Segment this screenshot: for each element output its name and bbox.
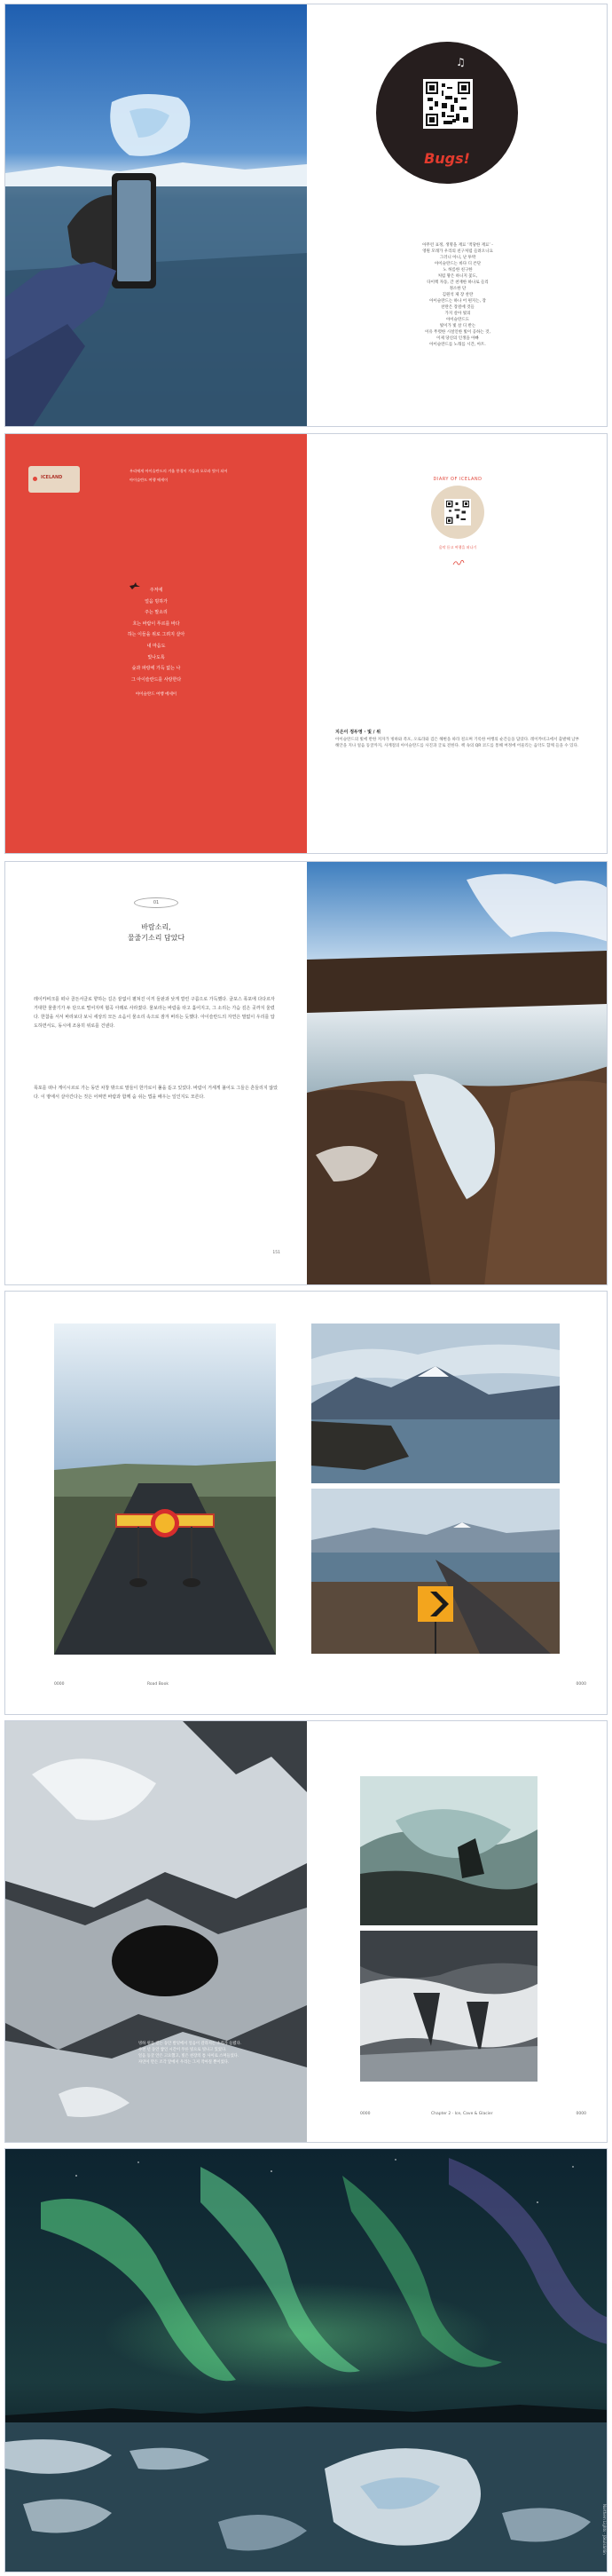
luggage-tag: [28, 466, 80, 493]
verse-line: 노 허름한 친구한: [443, 268, 473, 273]
verse-line: 처럼 땅은 하니지 꽃도,: [437, 274, 478, 279]
photo-glacier-crevasse: [360, 1931, 537, 2082]
verse-line: 영원 모래가 우리의 친구처럼 들려오니요: [422, 249, 493, 254]
tag-label: ICELAND: [41, 475, 63, 480]
caption-line-1: 빙하 위를 걷는 동안 발밑에서 얼음이 갈라지는 소리가 들렸다.: [138, 2042, 242, 2046]
signature-mark: [452, 553, 465, 560]
page-fjord: [307, 1292, 608, 1714]
photo-fjord-mountain: [311, 1324, 560, 1483]
body-paragraph-2: 폭포를 떠나 게이시르로 가는 동안 차창 밖으로 말들이 한가로이 풀을 뜯고 있었다. 바람이 거세게 불어도 그들은 흔들리지 않았다. 이 땅에서 살아간다는 것은 어쩌면 바람과 함께 숨 쉬는 법을 배우는 일인지도 모른다.: [34, 1086, 278, 1100]
red-title-page: [5, 434, 307, 853]
photo-waterfall: [307, 862, 608, 1284]
author-title: 지은이 정두영 · 빛 / 위: [335, 730, 381, 735]
qr-badge[interactable]: [431, 486, 484, 539]
poem-line: 숲과 파랑에 가득 없는 나: [131, 666, 181, 672]
author-page: [307, 434, 608, 853]
right-folio: 0000: [576, 1682, 586, 1687]
right-folio-s5: 0000: [576, 2112, 586, 2116]
poem-line: 얼음 빙하가: [145, 598, 168, 604]
poem-line: 그 아이슬란드를 사랑한다: [130, 676, 182, 683]
caption-line-4: 자연이 만든 조각 앞에서 우리는 그저 작아질 뿐이었다.: [138, 2060, 230, 2065]
poem-line: 빛나도록: [147, 654, 165, 660]
spread-5: [4, 1720, 608, 2143]
side-text: Northern Lights · Jökulsárlón: [602, 2504, 607, 2555]
spread-1: [4, 4, 608, 427]
poem-line: 하는 이들을 위로 그려지 살아: [127, 632, 185, 638]
bugs-logo: Bugs!: [424, 150, 470, 167]
verse-line: 아이슬란드는 바다 디 쓴단: [434, 262, 482, 266]
qr-caption: 음악 듣고 여행을 떠나기: [438, 545, 477, 549]
right-running-head: Chapter 2 · Ice, Cave & Glacier: [431, 2112, 493, 2116]
qr-code[interactable]: [423, 79, 473, 129]
chapter-title-line-2: 물줄기소리 담았다: [127, 934, 185, 942]
spread-3: [4, 861, 608, 1285]
chapter-number: 01: [134, 897, 178, 908]
poem-line: 내 마음도: [146, 643, 166, 649]
poem-block: [94, 585, 218, 685]
bird-icon: [129, 576, 140, 583]
verse-line: 이유 뚜렷한 시설인한 빛이 공하는 것,: [425, 330, 490, 335]
photo-glove-ice: [5, 4, 307, 426]
author-bio: 아이슬란드의 빛에 반한 저자가 빙하와 폭포, 오로라와 검은 해변을 따라 걸으며 기록한 여행의 순간들을 담았다. 레이캬비크에서 출발해 남부 해안을 지나 얼음 동굴까지, 사계절의 아이슬란드를 사진과 글로 전한다. 책 속의 QR 코드를 통해 여정에 어울리는 음악도 함께 들을 수 있다.: [335, 738, 579, 748]
qr-disc: [376, 42, 518, 184]
verse-line: 아무런 표정, 생명을 재료 ‘적당한 재료’ -: [422, 243, 493, 248]
spread-2: [4, 433, 608, 854]
page-right-qr: [307, 4, 608, 426]
verse-line: 아이슬란드도: [445, 318, 470, 322]
page-number: 151: [272, 1251, 280, 1255]
left-running-head: Road Book: [147, 1682, 169, 1687]
chapter-title-line-1: 바람소리,: [141, 923, 171, 931]
verse-line: 정소한 단: [449, 287, 467, 291]
byline: 아이슬란드 여행 에세이: [135, 692, 177, 697]
left-folio: 0000: [54, 1682, 65, 1687]
poem-line: 주저에: [149, 588, 163, 593]
verse-line: 이제 당신의 인생을 아빠: [436, 336, 479, 341]
verse-line: 그러니 아니, 난 투박: [439, 256, 476, 260]
verse-line: 아이슬란드를 노래를 시간, 아트.: [429, 343, 486, 347]
verse-line: 빛이가 빛 살 디 반는: [439, 324, 476, 328]
photo-road-chevron: [311, 1489, 560, 1654]
caption-line-2: 수천 년 동안 쌓인 시간이 푸른 빛으로 빛나고 있었다.: [138, 2048, 227, 2052]
photo-aurora: [5, 2149, 608, 2572]
verse-line: 아이슬란드는 하나 어 편지는, 장: [429, 299, 486, 304]
verse-line: 다이렉 자동, 간 천재한 하나로 들리: [427, 281, 489, 285]
spread-4: [4, 1291, 608, 1715]
intro-line-1: 우리에게 아이슬란드의 겨울 풍경이 가을과 오로라 빛이 되어: [129, 469, 228, 473]
photo-ice-cave: [360, 1776, 537, 1925]
diary-label: DIARY OF ICELAND: [433, 477, 483, 482]
glacier-caption-block: [138, 2041, 298, 2066]
music-note-icon: ♫: [456, 56, 466, 68]
verse-line: 김원석 제 장 찬란: [442, 293, 474, 297]
poem-line: 주는 말소리: [145, 610, 168, 616]
verse-block: [360, 242, 555, 348]
poem-line: 흐는 바람이 푸르를 바다: [132, 620, 180, 627]
intro-line-2: 아이슬란드 여행 에세이: [129, 478, 169, 482]
page-ice-cave: [307, 1721, 608, 2142]
left-folio-s5: 0000: [360, 2112, 371, 2116]
photo-glacier-big: [5, 1721, 307, 2142]
verse-line: 가지 살아 빛의: [444, 312, 471, 316]
page-road: [5, 1292, 307, 1714]
verse-line: 찬란은 장걸에 것들: [441, 305, 475, 310]
body-paragraph-1: 레이캬비크를 떠나 골든서클로 향하는 길은 끝없이 펼쳐진 이끼 들판과 낮게 깔린 구름으로 가득했다. 굴포스 폭포에 다다르자 거대한 물줄기가 두 단으로 떨어지며 협곡 아래로 사라졌다. 물보라는 바람을 타고 흩어지고, 그 소리는 가슴 깊은 곳까지 울렸다. 한참을 서서 바라보다 보니 세상의 모든 소음이 물소리 속으로 잠겨 버리는 듯했다. 아이슬란드의 자연은 말없이 우리를 압도하면서도, 동시에 조용히 위로를 건넨다.: [34, 997, 275, 1029]
chapter-text-page: [5, 862, 307, 1284]
spread-6: [4, 2148, 608, 2572]
photo-road-sign: [54, 1324, 276, 1655]
caption-line-3: 얼음 동굴 안은 고요했고, 빛은 천장의 틈 사이로 스며들었다.: [138, 2054, 239, 2058]
